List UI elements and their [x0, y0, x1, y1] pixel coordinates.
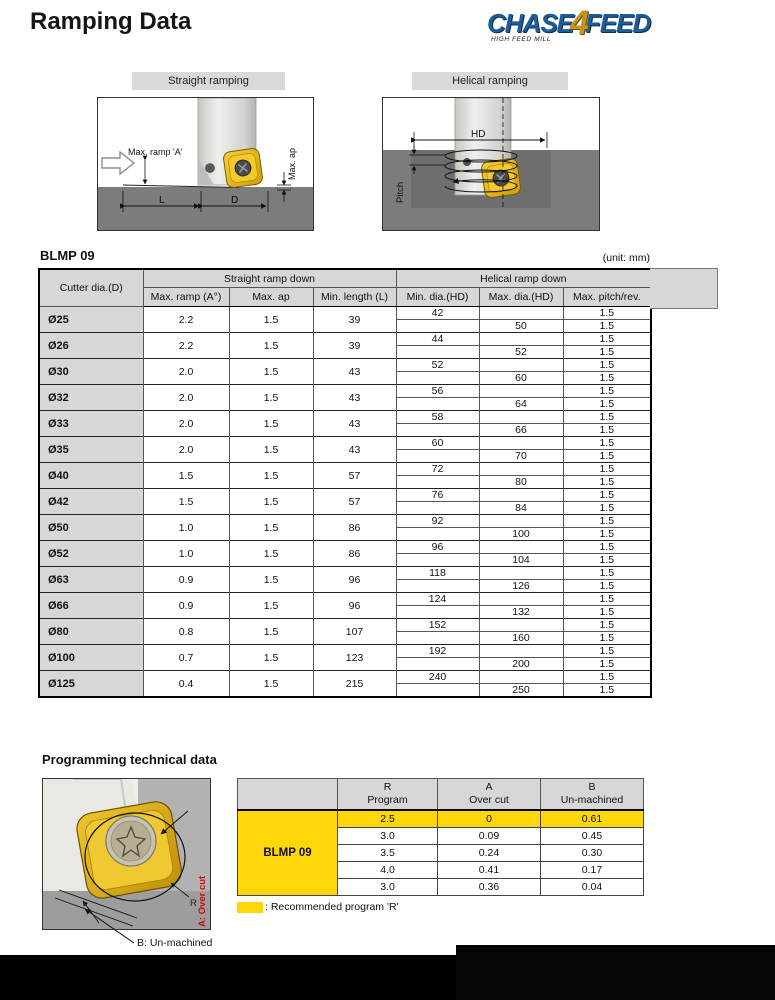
min-length-cell: 43 — [313, 411, 396, 437]
pitch-cell: 1.5 — [563, 320, 651, 333]
max-dia-cell: 84 — [479, 502, 563, 515]
workpiece-ground — [98, 187, 313, 230]
ramping-row — [39, 307, 651, 320]
ramping-table-body — [39, 307, 651, 698]
group-header-straight: Straight ramp down — [143, 269, 396, 288]
pitch-cell: 1.5 — [563, 684, 651, 698]
pitch-cell: 1.5 — [563, 606, 651, 619]
cutter-dia-cell: Ø25 — [39, 307, 143, 333]
min-length-cell: 96 — [313, 567, 396, 593]
min-length-cell: 39 — [313, 333, 396, 359]
b-unmachined-callout — [42, 895, 272, 957]
prog-header-a: A Over cut — [438, 779, 541, 811]
max-ramp-cell: 1.5 — [143, 463, 229, 489]
max-dia-cell: 126 — [479, 580, 563, 593]
max-ramp-cell: 1.5 — [143, 489, 229, 515]
programming-table — [237, 778, 644, 896]
min-length-cell: 86 — [313, 515, 396, 541]
cutter-dia-cell: Ø63 — [39, 567, 143, 593]
min-dia-cell: 192 — [396, 645, 479, 658]
max-ap-cell: 1.5 — [229, 567, 313, 593]
cutter-dia-cell: Ø52 — [39, 541, 143, 567]
ramping-row — [39, 567, 651, 580]
cutter-dia-cell: Ø80 — [39, 619, 143, 645]
cutter-insert — [223, 148, 264, 189]
pitch-cell: 1.5 — [563, 632, 651, 645]
max-ap-cell: 1.5 — [229, 333, 313, 359]
max-ap-cell: 1.5 — [229, 671, 313, 698]
a-value-cell: 0 — [438, 810, 541, 828]
ramping-row — [39, 671, 651, 684]
pitch-cell: 1.5 — [563, 502, 651, 515]
col-header-cutter-dia: Cutter dia.(D) — [39, 269, 143, 307]
cutter-dia-cell: Ø35 — [39, 437, 143, 463]
overcut-label: A: Over cut — [197, 875, 208, 927]
min-dia-cell: 92 — [396, 515, 479, 528]
min-dia-cell: 44 — [396, 333, 479, 346]
min-dia-empty-cell — [396, 346, 479, 359]
prog-header-r: R Program — [338, 779, 438, 811]
min-dia-empty-cell — [396, 580, 479, 593]
max-dia-empty-cell — [479, 593, 563, 606]
max-dia-cell: 80 — [479, 476, 563, 489]
min-dia-cell: 96 — [396, 541, 479, 554]
min-dia-cell: 60 — [396, 437, 479, 450]
cutter-dia-cell: Ø125 — [39, 671, 143, 698]
max-ap-cell: 1.5 — [229, 411, 313, 437]
b-unmachined-label: B: Un-machined — [137, 937, 213, 949]
group-header-helical: Helical ramp down — [396, 269, 651, 288]
ramping-row — [39, 333, 651, 346]
max-ap-cell: 1.5 — [229, 645, 313, 671]
dim-d-label: D — [231, 195, 239, 206]
pitch-cell: 1.5 — [563, 346, 651, 359]
cutter-dia-cell: Ø26 — [39, 333, 143, 359]
max-ap-cell: 1.5 — [229, 359, 313, 385]
min-length-cell: 86 — [313, 541, 396, 567]
logo-feed: FEED — [584, 8, 651, 38]
ramping-row — [39, 515, 651, 528]
min-length-cell: 96 — [313, 593, 396, 619]
col-header-max-ap: Max. ap — [229, 288, 313, 307]
pitch-cell: 1.5 — [563, 645, 651, 658]
max-ap-cell: 1.5 — [229, 619, 313, 645]
cutter-dia-cell: Ø30 — [39, 359, 143, 385]
footer-bar-right — [456, 945, 775, 1000]
max-dia-empty-cell — [479, 671, 563, 684]
max-dia-cell: 70 — [479, 450, 563, 463]
pitch-cell: 1.5 — [563, 450, 651, 463]
pitch-cell: 1.5 — [563, 307, 651, 320]
pitch-cell: 1.5 — [563, 437, 651, 450]
max-dia-empty-cell — [479, 359, 563, 372]
cutter-dia-cell: Ø100 — [39, 645, 143, 671]
b-value-cell: 0.17 — [541, 862, 644, 879]
max-dia-cell: 132 — [479, 606, 563, 619]
r-value-cell: 3.0 — [338, 879, 438, 896]
pitch-cell: 1.5 — [563, 398, 651, 411]
pitch-cell: 1.5 — [563, 333, 651, 346]
b-value-cell: 0.30 — [541, 845, 644, 862]
ramping-row — [39, 359, 651, 372]
dim-l-label: L — [159, 195, 165, 206]
max-ap-cell: 1.5 — [229, 593, 313, 619]
cutter-dia-cell: Ø40 — [39, 463, 143, 489]
col-header-max-dia: Max. dia.(HD) — [479, 288, 563, 307]
max-dia-cell: 104 — [479, 554, 563, 567]
programming-row-label: BLMP 09 — [238, 810, 338, 896]
min-dia-cell: 118 — [396, 567, 479, 580]
pitch-cell: 1.5 — [563, 411, 651, 424]
min-dia-empty-cell — [396, 554, 479, 567]
max-dia-cell: 52 — [479, 346, 563, 359]
max-ramp-cell: 0.7 — [143, 645, 229, 671]
min-dia-empty-cell — [396, 398, 479, 411]
programming-table-body — [238, 810, 644, 896]
max-dia-empty-cell — [479, 515, 563, 528]
min-dia-cell: 152 — [396, 619, 479, 632]
min-length-cell: 215 — [313, 671, 396, 698]
min-dia-cell: 42 — [396, 307, 479, 320]
table-header-extension — [650, 268, 718, 309]
pitch-cell: 1.5 — [563, 567, 651, 580]
pitch-cell: 1.5 — [563, 580, 651, 593]
milling-cutter — [198, 98, 263, 188]
programming-title: Programming technical data — [42, 752, 217, 767]
max-ramp-cell: 1.0 — [143, 515, 229, 541]
min-length-cell: 57 — [313, 463, 396, 489]
ramping-row — [39, 645, 651, 658]
milling-cutter — [455, 98, 521, 198]
min-dia-empty-cell — [396, 528, 479, 541]
unit-note: (unit: mm) — [602, 252, 650, 264]
straight-ramping-caption: Straight ramping — [132, 72, 285, 90]
pitch-cell: 1.5 — [563, 385, 651, 398]
r-value-cell: 4.0 — [338, 862, 438, 879]
pitch-cell: 1.5 — [563, 359, 651, 372]
col-header-min-dia: Min. dia.(HD) — [396, 288, 479, 307]
min-length-cell: 43 — [313, 437, 396, 463]
min-dia-empty-cell — [396, 606, 479, 619]
min-dia-cell: 72 — [396, 463, 479, 476]
min-dia-empty-cell — [396, 632, 479, 645]
max-ap-cell: 1.5 — [229, 385, 313, 411]
max-dia-empty-cell — [479, 489, 563, 502]
max-ap-cell: 1.5 — [229, 307, 313, 333]
min-dia-cell: 52 — [396, 359, 479, 372]
logo-tagline: HIGH FEED MILL — [491, 36, 552, 43]
pitch-cell: 1.5 — [563, 463, 651, 476]
max-ap-cell: 1.5 — [229, 541, 313, 567]
helical-ramping-caption: Helical ramping — [412, 72, 568, 90]
helical-ramping-diagram — [382, 97, 600, 231]
max-dia-cell: 66 — [479, 424, 563, 437]
min-dia-cell: 124 — [396, 593, 479, 606]
max-dia-cell: 50 — [479, 320, 563, 333]
max-ramp-cell: 2.0 — [143, 411, 229, 437]
b-value-cell: 0.61 — [541, 810, 644, 828]
max-ap-cell: 1.5 — [229, 489, 313, 515]
b-value-cell: 0.04 — [541, 879, 644, 896]
max-ap-cell: 1.5 — [229, 515, 313, 541]
max-dia-empty-cell — [479, 645, 563, 658]
max-dia-cell: 60 — [479, 372, 563, 385]
ramping-row — [39, 619, 651, 632]
min-length-cell: 107 — [313, 619, 396, 645]
r-value-cell: 3.0 — [338, 828, 438, 845]
min-dia-empty-cell — [396, 320, 479, 333]
pitch-cell: 1.5 — [563, 658, 651, 671]
min-dia-empty-cell — [396, 372, 479, 385]
max-ramp-cell: 0.9 — [143, 593, 229, 619]
max-ramp-cell: 2.2 — [143, 333, 229, 359]
pitch-cell: 1.5 — [563, 372, 651, 385]
logo-four: 4 — [570, 4, 588, 42]
max-ap-cell: 1.5 — [229, 437, 313, 463]
max-ramp-cell: 1.0 — [143, 541, 229, 567]
cutter-dia-cell: Ø32 — [39, 385, 143, 411]
max-dia-empty-cell — [479, 567, 563, 580]
max-dia-empty-cell — [479, 619, 563, 632]
cutter-dia-cell: Ø42 — [39, 489, 143, 515]
logo-chase: CHASE — [487, 8, 574, 38]
hd-label: HD — [471, 129, 486, 140]
pitch-cell: 1.5 — [563, 424, 651, 437]
min-length-cell: 39 — [313, 307, 396, 333]
page-title: Ramping Data — [30, 8, 192, 35]
max-ramp-cell: 0.4 — [143, 671, 229, 698]
max-dia-empty-cell — [479, 437, 563, 450]
min-dia-empty-cell — [396, 684, 479, 698]
r-label: R — [190, 898, 197, 909]
max-dia-cell: 64 — [479, 398, 563, 411]
ramping-table-title: BLMP 09 — [40, 248, 95, 263]
min-dia-cell: 56 — [396, 385, 479, 398]
min-length-cell: 123 — [313, 645, 396, 671]
max-ramp-cell: 0.8 — [143, 619, 229, 645]
footer-bar-left — [0, 955, 456, 1000]
ramping-row — [39, 437, 651, 450]
max-dia-empty-cell — [479, 463, 563, 476]
prog-header-empty — [238, 779, 338, 811]
max-ramp-cell: 2.0 — [143, 437, 229, 463]
a-value-cell: 0.24 — [438, 845, 541, 862]
pitch-cell: 1.5 — [563, 619, 651, 632]
ramping-table — [38, 268, 652, 698]
min-dia-empty-cell — [396, 424, 479, 437]
straight-ramping-diagram — [97, 97, 314, 231]
max-ramp-cell: 0.9 — [143, 567, 229, 593]
brand-logo — [487, 4, 672, 43]
col-header-max-ramp: Max. ramp (A°) — [143, 288, 229, 307]
min-dia-empty-cell — [396, 502, 479, 515]
min-length-cell: 43 — [313, 359, 396, 385]
max-dia-empty-cell — [479, 385, 563, 398]
prog-header-b: B Un-machined — [541, 779, 644, 811]
min-dia-cell: 76 — [396, 489, 479, 502]
pitch-cell: 1.5 — [563, 671, 651, 684]
ramping-row — [39, 541, 651, 554]
max-ramp-cell: 2.0 — [143, 359, 229, 385]
legend-text: : Recommended program 'R' — [265, 901, 399, 913]
max-dia-cell: 200 — [479, 658, 563, 671]
min-dia-cell: 240 — [396, 671, 479, 684]
min-dia-empty-cell — [396, 476, 479, 489]
col-header-max-pitch: Max. pitch/rev. — [563, 288, 651, 307]
col-header-min-length: Min. length (L) — [313, 288, 396, 307]
pitch-cell: 1.5 — [563, 541, 651, 554]
min-dia-empty-cell — [396, 450, 479, 463]
max-dia-cell: 100 — [479, 528, 563, 541]
pitch-cell: 1.5 — [563, 476, 651, 489]
ramping-row — [39, 411, 651, 424]
programming-row — [238, 810, 644, 828]
a-value-cell: 0.41 — [438, 862, 541, 879]
max-dia-empty-cell — [479, 411, 563, 424]
min-dia-cell: 58 — [396, 411, 479, 424]
r-value-cell: 2.5 — [338, 810, 438, 828]
cutter-dia-cell: Ø33 — [39, 411, 143, 437]
b-value-cell: 0.45 — [541, 828, 644, 845]
ramping-row — [39, 489, 651, 502]
max-ramp-label: Max. ramp 'A' — [128, 147, 183, 157]
max-dia-empty-cell — [479, 307, 563, 320]
ramping-row — [39, 463, 651, 476]
max-ramp-cell: 2.2 — [143, 307, 229, 333]
max-ap-label: Max. ap — [287, 147, 297, 180]
cutter-dia-cell: Ø66 — [39, 593, 143, 619]
a-value-cell: 0.36 — [438, 879, 541, 896]
pitch-label: Pitch — [395, 181, 406, 203]
pitch-cell: 1.5 — [563, 528, 651, 541]
a-value-cell: 0.09 — [438, 828, 541, 845]
pitch-cell: 1.5 — [563, 554, 651, 567]
max-dia-empty-cell — [479, 541, 563, 554]
r-value-cell: 3.5 — [338, 845, 438, 862]
min-length-cell: 57 — [313, 489, 396, 515]
ramping-row — [39, 593, 651, 606]
pitch-cell: 1.5 — [563, 593, 651, 606]
pitch-cell: 1.5 — [563, 489, 651, 502]
max-dia-cell: 250 — [479, 684, 563, 698]
ramping-row — [39, 385, 651, 398]
max-ap-cell: 1.5 — [229, 463, 313, 489]
cutter-dia-cell: Ø50 — [39, 515, 143, 541]
max-ramp-cell: 2.0 — [143, 385, 229, 411]
min-dia-empty-cell — [396, 658, 479, 671]
pitch-cell: 1.5 — [563, 515, 651, 528]
max-dia-cell: 160 — [479, 632, 563, 645]
min-length-cell: 43 — [313, 385, 396, 411]
max-dia-empty-cell — [479, 333, 563, 346]
